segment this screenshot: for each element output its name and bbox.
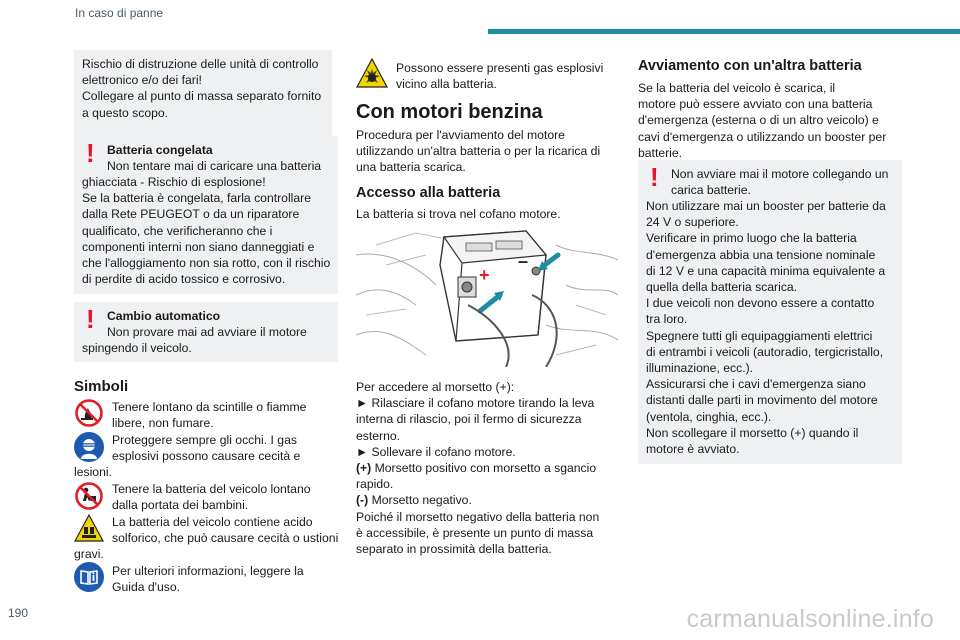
jump-box-line: Verificare in primo luogo che la batteria <box>646 231 857 246</box>
symbol-text: gravi. <box>74 547 104 561</box>
tail-line: è accessibile, è presente un punto di massa <box>356 525 594 540</box>
eye-protection-icon <box>74 432 104 462</box>
jump-box-line: I due veicoli non devono essere a contatto <box>646 296 875 311</box>
box2-line: ghiacciata - Rischio di esplosione! <box>82 175 266 189</box>
minus-terminal-desc <box>356 492 599 508</box>
minus-terminal-label: – <box>518 251 529 271</box>
warning-box-automatic-gearbox <box>74 302 338 362</box>
warning-box-jump-start <box>638 160 902 464</box>
manual-icon <box>74 562 104 592</box>
symbols-heading: Simboli <box>74 378 129 395</box>
box2-line: che l'alloggiamento non sia rotto, con il rischio <box>82 256 331 271</box>
jump-box-line: motore è avviato. <box>646 442 740 457</box>
warning-exclamation-icon: ! <box>86 304 95 334</box>
warning-box-frozen-battery <box>74 136 338 294</box>
step-line: Per accedere al morsetto (+): <box>356 380 515 394</box>
plus-label: (+) <box>356 461 372 476</box>
jump-intro-line: motore può essere avviato con una batteria <box>638 97 873 112</box>
jump-box-line: di entrambi i veicoli (autoradio, tergicristallo, <box>646 344 884 359</box>
keep-from-children-icon <box>74 481 104 511</box>
jump-box-line: illuminazione, ecc.). <box>646 361 754 376</box>
jump-box-line: Non scollegare il morsetto (+) quando il <box>646 425 859 440</box>
box1-line: Collegare al punto di massa separato fornito <box>82 89 322 104</box>
jump-box-line: Non utilizzare mai un booster per batterie da <box>646 199 886 213</box>
box3-line: spingendo il veicolo. <box>82 341 192 355</box>
jump-box-line: 24 V o superiore. <box>646 215 739 230</box>
jump-box-line: quella della batteria scarica. <box>646 280 798 295</box>
minus-text: Morsetto negativo. <box>368 493 472 508</box>
minus-label: (-) <box>356 493 369 508</box>
box2-line: Non tentare mai di caricare una batteria <box>107 159 322 174</box>
symbol-text: dalla portata dei bambini. <box>112 498 249 513</box>
symbol-text: libere, non fumare. <box>112 416 214 431</box>
watermark: carmanualsonline.info <box>686 605 934 633</box>
tail-line: Poiché il morsetto negativo della batteria non <box>356 509 600 524</box>
box1-line: a questo scopo. <box>82 105 169 120</box>
tail-line: separato in prossimità della batteria. <box>356 542 552 557</box>
box2-line: Se la batteria è congelata, farla controllare <box>82 191 311 206</box>
intro-line: una batteria scarica. <box>356 160 466 175</box>
box2-line: dalla Rete PEUGEOT o da un riparatore <box>82 207 300 222</box>
no-flame-icon <box>74 398 104 428</box>
jump-box-line: (ventola, cinghia, ecc.). <box>646 409 772 424</box>
jump-intro-line: cavi d'emergenza o utilizzando un booster per <box>638 129 887 144</box>
jump-intro-line: batterie. <box>638 145 683 160</box>
box1-line: Rischio di distruzione delle unità di controllo <box>82 57 319 71</box>
symbol-text: Proteggere sempre gli occhi. I gas <box>112 433 297 447</box>
symbol-text: Per ulteriori informazioni, leggere la <box>112 564 304 578</box>
symbol-text: esplosivi possono causare cecità e <box>112 449 301 464</box>
step-line: interna di rilascio, poi il fermo di sicurezza <box>356 412 582 427</box>
intro-line: utilizzando un'altra batteria o per la ricarica di <box>356 144 601 159</box>
symbol-text: La batteria del veicolo contiene acido <box>112 515 313 529</box>
explosive-note-line: Possono essere presenti gas esplosivi <box>396 61 604 75</box>
box3-title: Cambio automatico <box>107 309 221 323</box>
battery-location-text: La batteria si trova nel cofano motore. <box>356 207 561 221</box>
box2-line: di perdite di acido tossico e corrosivo. <box>82 272 286 287</box>
warning-box-ecu <box>74 50 332 136</box>
page-number: 190 <box>8 606 29 620</box>
step-line: ► Rilasciare il cofano motore tirando la leva <box>356 396 595 411</box>
step-line: esterno. <box>356 428 401 443</box>
jump-box-line: carica batterie. <box>671 183 751 198</box>
header-accent-bar <box>488 29 960 34</box>
jump-box-line: Assicurarsi che i cavi d'emergenza siano <box>646 377 866 392</box>
explosive-icon <box>356 58 388 88</box>
box1-line: elettronico e/o dei fari! <box>82 73 202 88</box>
heading-jump-start: Avviamento con un'altra batteria <box>638 58 862 74</box>
jump-intro-line: d'emergenza (esterna o di un altro veicolo) e <box>638 113 879 128</box>
heading-battery-access: Accesso alla batteria <box>356 185 501 201</box>
plus-terminal-desc <box>356 460 599 476</box>
jump-box-line: Non avviare mai il motore collegando un <box>671 167 889 181</box>
plus-text: Morsetto positivo con morsetto a sgancio <box>371 461 597 476</box>
symbol-text: lesioni. <box>74 465 112 479</box>
heading-petrol-engines: Con motori benzina <box>356 101 543 123</box>
jump-intro-line: Se la batteria del veicolo è scarica, il <box>638 81 836 95</box>
box2-line: componenti interni non siano danneggiati e <box>82 239 315 254</box>
explosive-note-line: vicino alla batteria. <box>396 77 497 92</box>
battery-illustration <box>356 225 618 367</box>
warning-exclamation-icon: ! <box>86 138 95 168</box>
jump-box-line: di 12 V e una capacità minima equivalente a <box>646 263 886 278</box>
symbol-text: solforico, che può causare cecità o ustioni <box>112 531 339 546</box>
plus-terminal-desc-2: rapido. <box>356 477 394 492</box>
acid-icon <box>74 513 104 543</box>
step-line: ► Sollevare il cofano motore. <box>356 444 516 459</box>
intro-line: Procedura per l'avviamento del motore <box>356 128 565 142</box>
jump-box-line: tra loro. <box>646 312 688 327</box>
box2-line: qualificato, che verificheranno che i <box>82 223 273 238</box>
section-title: In caso di panne <box>75 6 164 20</box>
symbol-text: Tenere la batteria del veicolo lontano <box>112 482 311 496</box>
warning-exclamation-icon: ! <box>650 162 659 192</box>
box2-title: Batteria congelata <box>107 143 213 157</box>
jump-box-line: distanti dalle parti in movimento del motore <box>646 393 878 408</box>
symbol-text: Guida d'uso. <box>112 580 181 595</box>
jump-box-line: Spegnere tutti gli equipaggiamenti elettrici <box>646 328 873 343</box>
jump-box-line: d'emergenza abbia una tensione nominale <box>646 247 876 262</box>
symbol-text: Tenere lontano da scintille o fiamme <box>112 400 307 414</box>
box3-line: Non provare mai ad avviare il motore <box>107 325 307 340</box>
plus-terminal-label: + <box>479 265 490 285</box>
